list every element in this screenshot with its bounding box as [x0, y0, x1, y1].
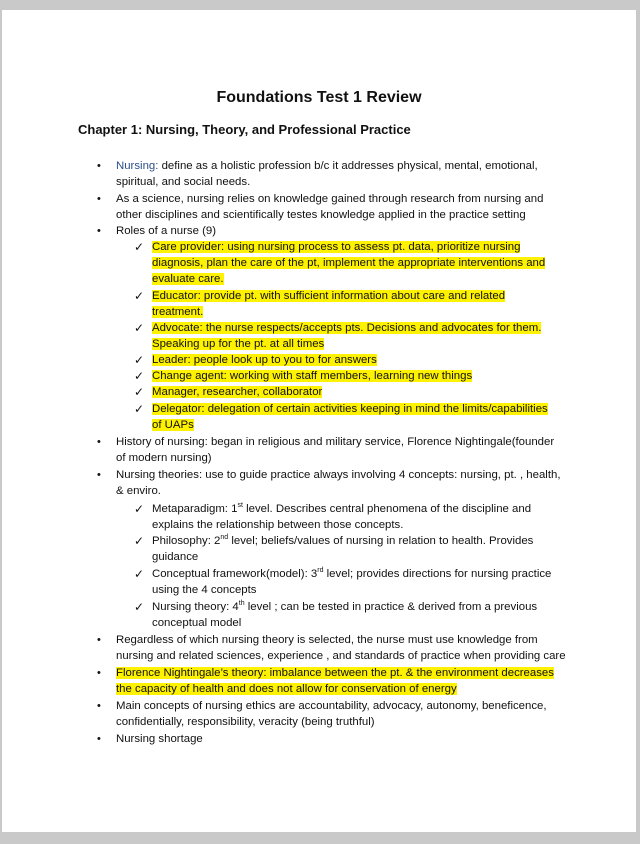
role-item-continuation: treatment. [152, 306, 204, 318]
bullet-icon: • [97, 436, 101, 448]
theory-item-continuation: using the 4 concepts [152, 584, 257, 596]
check-icon: ✓ [134, 289, 145, 303]
bullet-icon: • [97, 225, 101, 237]
list-item-continuation: & enviro. [116, 485, 161, 497]
check-icon: ✓ [134, 353, 145, 367]
list-item: Regardless of which nursing theory is selected, the nurse must use knowledge from [116, 634, 538, 646]
bullet-icon: • [97, 733, 101, 745]
role-item: Leader: people look up to you to for answers [152, 354, 377, 366]
list-item: As a science, nursing relies on knowledge gained through research from nursing and [116, 193, 544, 205]
theory-item-continuation: conceptual model [152, 617, 242, 629]
list-item-continuation: spiritual, and social needs. [116, 176, 251, 188]
check-icon: ✓ [134, 385, 145, 399]
theory-item: Nursing theory: 4th level ; can be tested in practice & derived from a previous [152, 600, 538, 613]
bullet-icon: • [97, 667, 101, 679]
role-item-continuation: Speaking up for the pt. at all times [152, 338, 325, 350]
role-item: Care provider: using nursing process to assess pt. data, prioritize nursing [152, 241, 521, 253]
bullet-icon: • [97, 634, 101, 646]
check-icon: ✓ [134, 600, 145, 614]
list-item-continuation: other disciplines and scientifically testes knowledge applied in the practice setting [116, 209, 526, 221]
theory-item-continuation: explains the relationship between those concepts. [152, 519, 404, 531]
list-item: Nursing shortage [116, 733, 203, 745]
theory-item-continuation: guidance [152, 551, 199, 563]
bullet-icon: • [97, 160, 101, 172]
theory-item: Conceptual framework(model): 3rd level; provides directions for nursing practice [152, 567, 552, 580]
check-icon: ✓ [134, 369, 145, 383]
document-page [2, 10, 636, 832]
role-item: Advocate: the nurse respects/accepts pts. Decisions and advocates for them. [152, 322, 542, 334]
list-item-continuation: nursing and related sciences, experience , and standards of practice when providing care [116, 650, 566, 662]
role-item-continuation: of UAPs [152, 419, 194, 431]
list-item: History of nursing: began in religious and military service, Florence Nightingale(founder [116, 436, 555, 448]
role-item: Change agent: working with staff members, learning new things [152, 370, 473, 382]
check-icon: ✓ [134, 402, 145, 416]
list-item: Florence Nightingale’s theory: imbalance between the pt. & the environment decreases [116, 667, 554, 679]
check-icon: ✓ [134, 567, 145, 581]
theory-item: Philosophy: 2nd level; beliefs/values of nursing in relation to health. Provides [152, 534, 534, 547]
theory-item: Metaparadigm: 1st level. Describes central phenomena of the discipline and [152, 502, 532, 515]
role-item-continuation: evaluate care. [152, 273, 224, 285]
list-item-continuation: confidentially, responsibility, veracity (being truthful) [116, 716, 375, 728]
role-item: Delegator: delegation of certain activities keeping in mind the limits/capabilities [152, 403, 548, 415]
role-item-continuation: diagnosis, plan the care of the pt, implement the appropriate interventions and [152, 257, 546, 269]
list-item: Roles of a nurse (9) [116, 225, 217, 237]
list-item: Main concepts of nursing ethics are accountability, advocacy, autonomy, beneficence, [116, 700, 547, 712]
list-item-continuation: the capacity of health and does not allow for conservation of energy [116, 683, 457, 695]
term-label: Nursing: [116, 160, 159, 172]
list-item: Nursing theories: use to guide practice always involving 4 concepts: nursing, pt. , health, [116, 469, 561, 481]
list-item: Nursing: define as a holistic profession b/c it addresses physical, mental, emotional, [116, 160, 538, 172]
chapter-heading: Chapter 1: Nursing, Theory, and Professional Practice [78, 122, 411, 137]
role-item: Manager, researcher, collaborator [152, 386, 323, 398]
check-icon: ✓ [134, 502, 145, 516]
document-title: Foundations Test 1 Review [216, 89, 422, 106]
bullet-icon: • [97, 700, 101, 712]
check-icon: ✓ [134, 534, 145, 548]
bullet-icon: • [97, 469, 101, 481]
bullet-icon: • [97, 193, 101, 205]
role-item: Educator: provide pt. with sufficient information about care and related [152, 290, 506, 302]
check-icon: ✓ [134, 240, 145, 254]
list-item-continuation: of modern nursing) [116, 452, 212, 464]
check-icon: ✓ [134, 321, 145, 335]
